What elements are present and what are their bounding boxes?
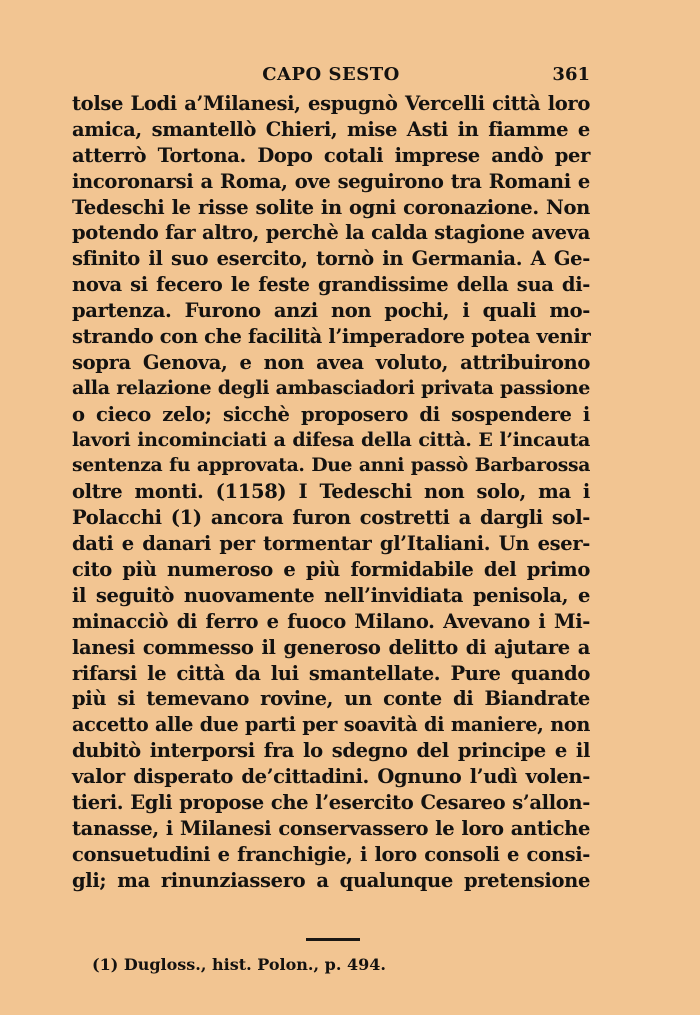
text-line: alla relazione degli ambasciadori privata passione xyxy=(72,376,590,399)
text-line: amica, smantellò Chieri, mise Asti in fiamme e xyxy=(72,117,590,141)
text-line: dubitò interporsi fra lo sdegno del principe e il xyxy=(72,739,590,763)
running-title: CAPO SESTO xyxy=(262,64,400,85)
text-line: consuetudini e franchigie, i loro consoli e consi- xyxy=(72,842,590,866)
text-line: incoronarsi a Roma, ove seguirono tra Romani e xyxy=(72,169,590,193)
text-line: sopra Genova, e non avea voluto, attribuirono xyxy=(72,350,590,374)
text-line: valor disperato de’cittadini. Ognuno l’udì volen- xyxy=(72,765,590,789)
text-line: lavori incominciati a difesa della città. E l’incauta xyxy=(72,428,590,451)
text-line: atterrò Tortona. Dopo cotali imprese andò per xyxy=(72,143,590,167)
footnote: (1) Dugloss., hist. Polon., p. 494. xyxy=(92,955,386,974)
text-line: sfinito il suo esercito, tornò in Germania. A Ge- xyxy=(72,247,590,271)
text-line: strando con che facilità l’imperadore potea venir xyxy=(72,325,591,349)
text-line: accetto alle due parti per soavità di maniere, non xyxy=(72,713,590,737)
running-head xyxy=(72,64,590,94)
text-line: rifarsi le città da lui smantellate. Pure quando xyxy=(72,661,590,685)
text-line: tieri. Egli propose che l’esercito Cesareo s’allon- xyxy=(72,791,590,815)
text-line: o cieco zelo; sicchè proposero di sospendere i xyxy=(72,402,590,426)
text-line: cito più numeroso e più formidabile del primo xyxy=(72,558,590,582)
text-line: tanasse, i Milanesi conservassero le loro antiche xyxy=(72,816,590,840)
text-line: nova si fecero le feste grandissime della sua di- xyxy=(72,273,590,297)
text-line: il seguitò nuovamente nell’invidiata penisola, e xyxy=(72,583,590,607)
text-line: partenza. Furono anzi non pochi, i quali mo- xyxy=(72,299,590,323)
text-line: Tedeschi le risse solite in ogni coronazione. Non xyxy=(72,195,590,219)
text-line: gli; ma rinunziassero a qualunque pretensione xyxy=(72,868,590,892)
text-line: oltre monti. (1158) I Tedeschi non solo, ma i xyxy=(72,480,590,504)
text-line: lanesi commesso il generoso delitto di ajutare a xyxy=(72,635,590,659)
text-line: più si temevano rovine, un conte di Biandrate xyxy=(72,687,590,711)
body-text xyxy=(72,91,590,894)
page-number: 361 xyxy=(552,64,590,85)
text-line: minacciò di ferro e fuoco Milano. Avevano i Mi- xyxy=(72,609,590,633)
text-line: dati e danari per tormentar gl’Italiani. Un eser- xyxy=(72,532,590,556)
text-line: tolse Lodi a’Milanesi, espugnò Vercelli città loro xyxy=(72,92,590,115)
footnote-separator-rule xyxy=(306,938,360,941)
text-line: sentenza fu approvata. Due anni passò Barbarossa xyxy=(72,454,590,477)
text-line: potendo far altro, perchè la calda stagione aveva xyxy=(72,221,590,245)
text-line: Polacchi (1) ancora furon costretti a dargli sol- xyxy=(72,506,590,530)
